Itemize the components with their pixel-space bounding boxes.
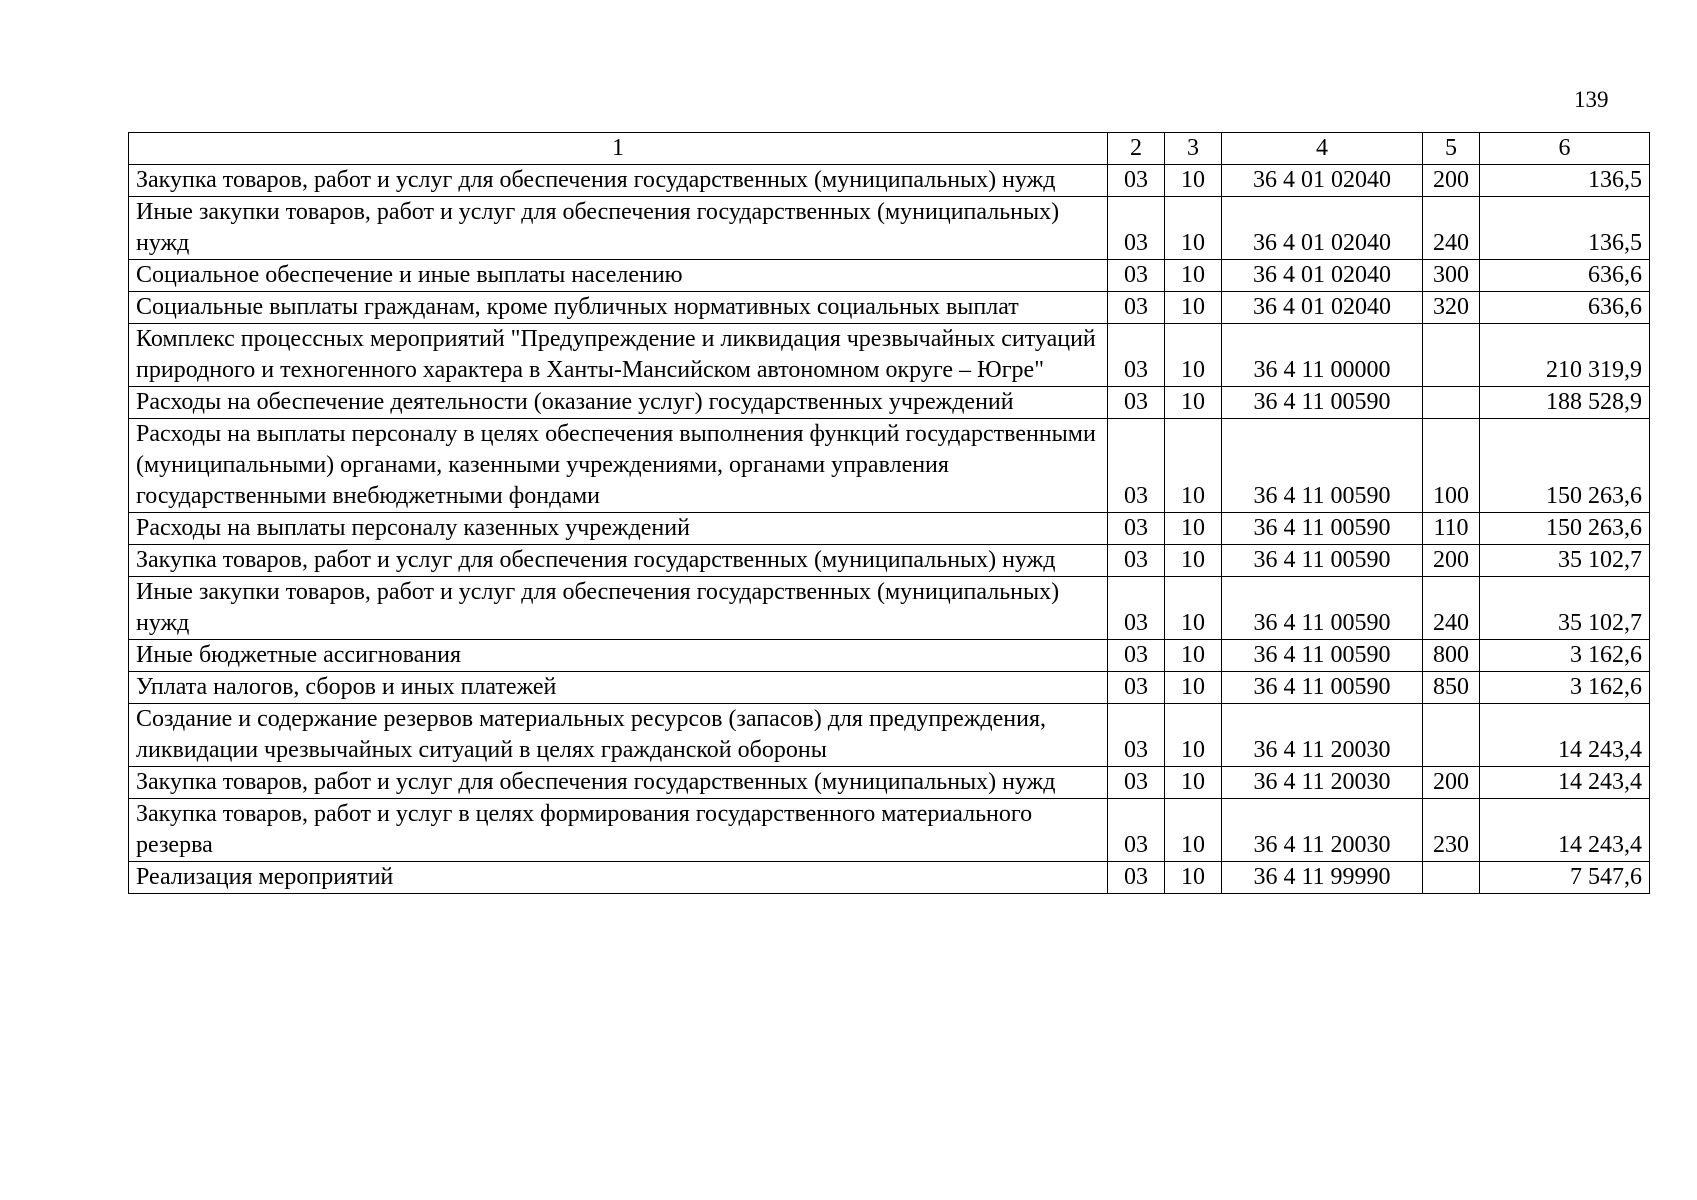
row-target-article: 36 4 11 00590 bbox=[1222, 640, 1423, 672]
table-row bbox=[129, 577, 1650, 640]
row-subsection: 10 bbox=[1165, 577, 1222, 640]
column-header-expense-type: 5 bbox=[1423, 133, 1480, 165]
row-sum: 150 263,6 bbox=[1480, 513, 1650, 545]
row-expense-type bbox=[1423, 324, 1480, 387]
table-row bbox=[129, 324, 1650, 387]
row-name: Создание и содержание резервов материальных ресурсов (запасов) для предупреждения, ликвидации чрезвычайных ситуаций в целях гражданской обороны bbox=[129, 704, 1108, 767]
row-expense-type: 230 bbox=[1423, 799, 1480, 862]
table-row bbox=[129, 640, 1650, 672]
row-target-article: 36 4 11 00590 bbox=[1222, 577, 1423, 640]
row-expense-type: 200 bbox=[1423, 545, 1480, 577]
row-name: Социальное обеспечение и иные выплаты населению bbox=[129, 260, 1108, 292]
row-expense-type: 800 bbox=[1423, 640, 1480, 672]
row-name: Иные бюджетные ассигнования bbox=[129, 640, 1108, 672]
row-subsection: 10 bbox=[1165, 387, 1222, 419]
row-section: 03 bbox=[1108, 513, 1165, 545]
row-sum: 636,6 bbox=[1480, 260, 1650, 292]
row-target-article: 36 4 01 02040 bbox=[1222, 165, 1423, 197]
row-section: 03 bbox=[1108, 672, 1165, 704]
row-name: Расходы на выплаты персоналу казенных учреждений bbox=[129, 513, 1108, 545]
budget-table bbox=[128, 132, 1650, 894]
row-section: 03 bbox=[1108, 862, 1165, 894]
column-header-name: 1 bbox=[129, 133, 1108, 165]
table-row bbox=[129, 862, 1650, 894]
row-section: 03 bbox=[1108, 324, 1165, 387]
row-name: Закупка товаров, работ и услуг для обеспечения государственных (муниципальных) нужд bbox=[129, 165, 1108, 197]
column-header-target-article: 4 bbox=[1222, 133, 1423, 165]
row-sum: 7 547,6 bbox=[1480, 862, 1650, 894]
row-sum: 136,5 bbox=[1480, 197, 1650, 260]
row-expense-type: 100 bbox=[1423, 419, 1480, 513]
table-row bbox=[129, 387, 1650, 419]
row-name: Реализация мероприятий bbox=[129, 862, 1108, 894]
row-target-article: 36 4 11 99990 bbox=[1222, 862, 1423, 894]
row-subsection: 10 bbox=[1165, 513, 1222, 545]
table-row bbox=[129, 292, 1650, 324]
row-target-article: 36 4 11 00590 bbox=[1222, 387, 1423, 419]
row-section: 03 bbox=[1108, 292, 1165, 324]
row-sum: 150 263,6 bbox=[1480, 419, 1650, 513]
row-name: Расходы на обеспечение деятельности (оказание услуг) государственных учреждений bbox=[129, 387, 1108, 419]
row-sum: 188 528,9 bbox=[1480, 387, 1650, 419]
row-section: 03 bbox=[1108, 197, 1165, 260]
row-section: 03 bbox=[1108, 260, 1165, 292]
row-name: Комплекс процессных мероприятий "Предупреждение и ликвидация чрезвычайных ситуаций природного и техногенного характера в Ханты-Мансийском автономном округе – Югре" bbox=[129, 324, 1108, 387]
table-row bbox=[129, 799, 1650, 862]
row-subsection: 10 bbox=[1165, 165, 1222, 197]
row-section: 03 bbox=[1108, 165, 1165, 197]
row-subsection: 10 bbox=[1165, 640, 1222, 672]
row-subsection: 10 bbox=[1165, 672, 1222, 704]
row-target-article: 36 4 01 02040 bbox=[1222, 197, 1423, 260]
row-target-article: 36 4 11 00590 bbox=[1222, 513, 1423, 545]
row-name: Иные закупки товаров, работ и услуг для обеспечения государственных (муниципальных) нужд bbox=[129, 577, 1108, 640]
row-name: Расходы на выплаты персоналу в целях обеспечения выполнения функций государственными (муниципальными) органами, казенными учреждениями, органами управления государственными внебюджетными фондами bbox=[129, 419, 1108, 513]
row-expense-type: 240 bbox=[1423, 577, 1480, 640]
row-section: 03 bbox=[1108, 799, 1165, 862]
row-expense-type: 300 bbox=[1423, 260, 1480, 292]
column-header-sum: 6 bbox=[1480, 133, 1650, 165]
row-subsection: 10 bbox=[1165, 545, 1222, 577]
row-subsection: 10 bbox=[1165, 704, 1222, 767]
row-section: 03 bbox=[1108, 387, 1165, 419]
row-sum: 636,6 bbox=[1480, 292, 1650, 324]
row-name: Уплата налогов, сборов и иных платежей bbox=[129, 672, 1108, 704]
row-section: 03 bbox=[1108, 767, 1165, 799]
row-sum: 3 162,6 bbox=[1480, 672, 1650, 704]
row-target-article: 36 4 01 02040 bbox=[1222, 292, 1423, 324]
row-subsection: 10 bbox=[1165, 767, 1222, 799]
row-sum: 14 243,4 bbox=[1480, 704, 1650, 767]
row-target-article: 36 4 11 20030 bbox=[1222, 704, 1423, 767]
table-row bbox=[129, 513, 1650, 545]
row-sum: 136,5 bbox=[1480, 165, 1650, 197]
row-sum: 14 243,4 bbox=[1480, 799, 1650, 862]
row-sum: 14 243,4 bbox=[1480, 767, 1650, 799]
row-expense-type bbox=[1423, 387, 1480, 419]
page-number: 139 bbox=[1574, 87, 1609, 112]
column-header-section: 2 bbox=[1108, 133, 1165, 165]
row-target-article: 36 4 11 00590 bbox=[1222, 672, 1423, 704]
row-target-article: 36 4 11 00590 bbox=[1222, 419, 1423, 513]
row-target-article: 36 4 11 20030 bbox=[1222, 799, 1423, 862]
row-name: Закупка товаров, работ и услуг для обеспечения государственных (муниципальных) нужд bbox=[129, 767, 1108, 799]
row-name: Закупка товаров, работ и услуг в целях формирования государственного материального резерва bbox=[129, 799, 1108, 862]
row-expense-type: 850 bbox=[1423, 672, 1480, 704]
row-subsection: 10 bbox=[1165, 419, 1222, 513]
row-expense-type bbox=[1423, 862, 1480, 894]
table-row bbox=[129, 165, 1650, 197]
row-expense-type: 320 bbox=[1423, 292, 1480, 324]
row-target-article: 36 4 11 00000 bbox=[1222, 324, 1423, 387]
row-section: 03 bbox=[1108, 419, 1165, 513]
row-name: Закупка товаров, работ и услуг для обеспечения государственных (муниципальных) нужд bbox=[129, 545, 1108, 577]
column-header-subsection: 3 bbox=[1165, 133, 1222, 165]
row-section: 03 bbox=[1108, 640, 1165, 672]
table-row bbox=[129, 545, 1650, 577]
row-sum: 35 102,7 bbox=[1480, 577, 1650, 640]
row-expense-type: 240 bbox=[1423, 197, 1480, 260]
row-expense-type: 110 bbox=[1423, 513, 1480, 545]
table-row bbox=[129, 260, 1650, 292]
row-target-article: 36 4 11 00590 bbox=[1222, 545, 1423, 577]
row-name: Социальные выплаты гражданам, кроме публичных нормативных социальных выплат bbox=[129, 292, 1108, 324]
row-target-article: 36 4 01 02040 bbox=[1222, 260, 1423, 292]
row-sum: 3 162,6 bbox=[1480, 640, 1650, 672]
table-header-row bbox=[129, 133, 1650, 165]
row-sum: 210 319,9 bbox=[1480, 324, 1650, 387]
row-expense-type: 200 bbox=[1423, 767, 1480, 799]
table-row bbox=[129, 704, 1650, 767]
row-subsection: 10 bbox=[1165, 260, 1222, 292]
row-target-article: 36 4 11 20030 bbox=[1222, 767, 1423, 799]
table-row bbox=[129, 672, 1650, 704]
table-row bbox=[129, 419, 1650, 513]
row-subsection: 10 bbox=[1165, 292, 1222, 324]
row-name: Иные закупки товаров, работ и услуг для обеспечения государственных (муниципальных) нужд bbox=[129, 197, 1108, 260]
table-row bbox=[129, 197, 1650, 260]
table-row bbox=[129, 767, 1650, 799]
row-subsection: 10 bbox=[1165, 862, 1222, 894]
row-expense-type bbox=[1423, 704, 1480, 767]
row-section: 03 bbox=[1108, 577, 1165, 640]
row-section: 03 bbox=[1108, 704, 1165, 767]
row-sum: 35 102,7 bbox=[1480, 545, 1650, 577]
row-subsection: 10 bbox=[1165, 197, 1222, 260]
row-expense-type: 200 bbox=[1423, 165, 1480, 197]
row-subsection: 10 bbox=[1165, 799, 1222, 862]
row-subsection: 10 bbox=[1165, 324, 1222, 387]
row-section: 03 bbox=[1108, 545, 1165, 577]
